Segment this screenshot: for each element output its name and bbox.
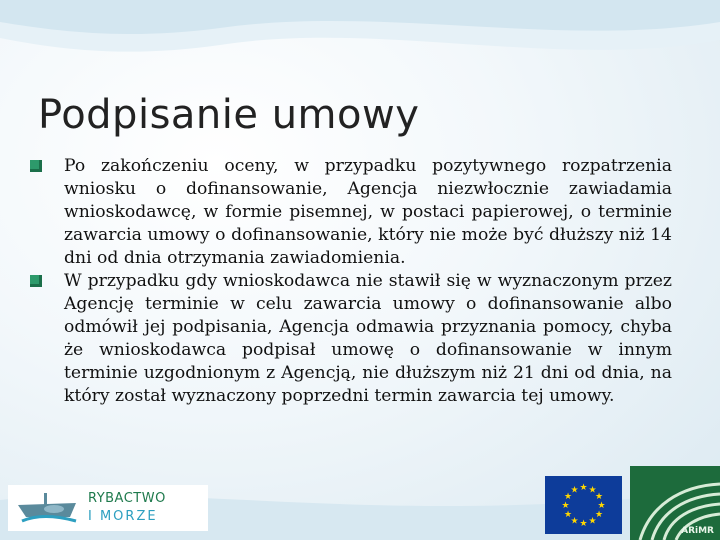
eu-stars xyxy=(545,476,622,534)
logo-text-morze: I MORZE xyxy=(88,509,158,524)
slide-title: Podpisanie umowy xyxy=(38,92,420,138)
bullet-text: Po zakończeniu oceny, w przypadku pozytywnego rozpatrzenia wniosku o dofinansowanie, Agencja niezwłocznie zawiadamia wnioskodawcę, w formie pisemnej, w postaci papierowej, o terminie zawarcia umowy o dofinansowanie, który nie może być dłuższy niż 14 dni od dnia otrzymania zawiadomienia. xyxy=(64,156,672,268)
svg-text:★: ★ xyxy=(579,519,588,529)
svg-text:★: ★ xyxy=(561,501,570,511)
logo-text-rybactwo: RYBACTWO xyxy=(88,491,166,506)
bullet-list xyxy=(30,155,672,408)
arimr-logo xyxy=(630,466,720,540)
square-bullet-icon xyxy=(30,160,42,172)
svg-text:★: ★ xyxy=(563,510,573,520)
rybactwo-logo xyxy=(8,485,208,531)
svg-text:★: ★ xyxy=(570,516,579,527)
fish-boat-logo-icon xyxy=(14,489,84,527)
top-wave-decoration xyxy=(0,0,720,80)
svg-text:★: ★ xyxy=(563,492,573,502)
svg-text:★: ★ xyxy=(588,485,597,496)
svg-text:★: ★ xyxy=(594,492,604,502)
svg-text:★: ★ xyxy=(597,501,606,511)
bullet-text: W przypadku gdy wnioskodawca nie stawił się w wyznaczonym przez Agencję terminie w celu zawarcia umowy o dofinansowanie albo odmówił jej podpisania, Agencja odmawia przyznania pomocy, chyba że wnioskodawca podpisał umowę o dofinansowanie w innym terminie uzgodnionym z Agencją, nie dłuższym niż 21 dni od dnia, na który został wyznaczony poprzedni termin zawarcia tej umowy. xyxy=(64,271,672,406)
svg-text:★: ★ xyxy=(570,485,579,496)
bullet-item xyxy=(30,270,672,408)
svg-text:★: ★ xyxy=(588,516,597,527)
svg-text:★: ★ xyxy=(579,483,588,493)
eu-flag-icon xyxy=(545,476,622,534)
bullet-item xyxy=(30,155,672,270)
svg-text:★: ★ xyxy=(594,510,604,520)
arimr-label: ARiMR xyxy=(681,526,714,536)
square-bullet-icon xyxy=(30,275,42,287)
